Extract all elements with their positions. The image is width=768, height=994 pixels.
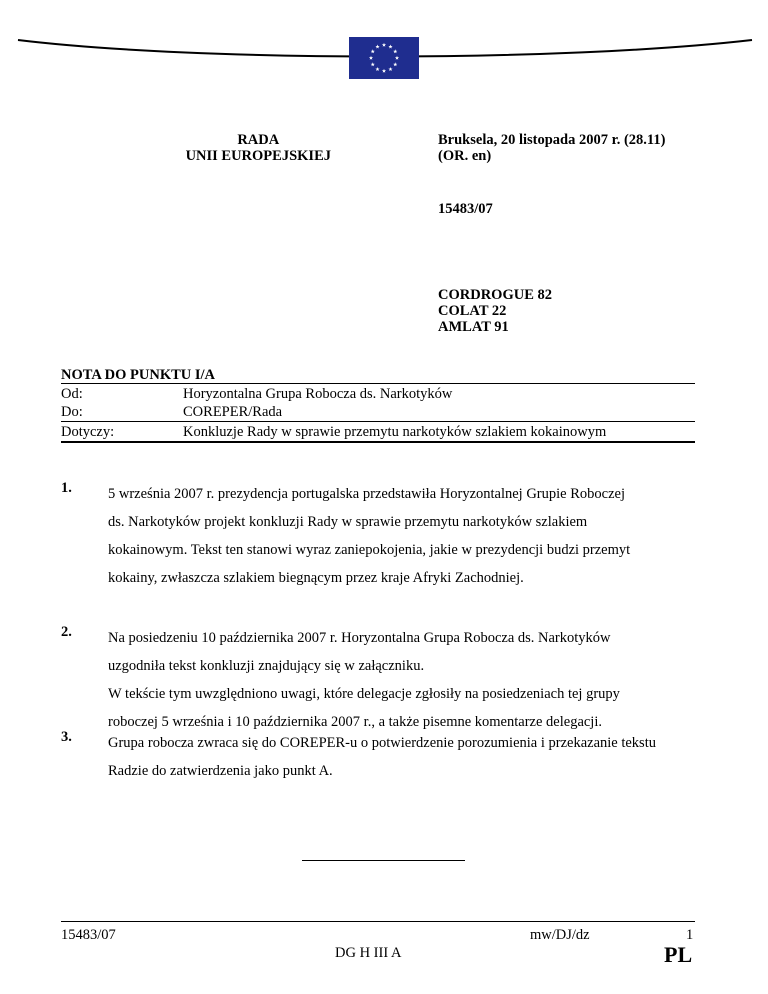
text-line: 5 września 2007 r. prezydencja portugalska przedstawiła Horyzontalnej Grupie Roboczej — [108, 486, 625, 502]
paragraph-number: 2. — [61, 624, 72, 640]
footer-language-code: PL — [664, 942, 693, 967]
footer-document-number: 15483/07 — [61, 927, 116, 943]
text-line: uzgodniła tekst konkluzji znajdujący się w załączniku. — [108, 658, 425, 674]
code-cordrogue: CORDROGUE 82 — [438, 287, 552, 303]
paragraph-text — [108, 480, 708, 592]
document-number: 15483/07 — [438, 201, 493, 217]
council-line-1: RADA — [237, 132, 280, 148]
council-name — [186, 132, 331, 164]
text-line: Radzie do zatwierdzenia jako punkt A. — [108, 763, 333, 779]
paragraph-text — [108, 624, 708, 736]
place-date: Bruksela, 20 listopada 2007 r. (28.11) — [438, 132, 666, 148]
to-label: Do: — [61, 404, 83, 420]
to-value: COREPER/Rada — [183, 404, 283, 420]
text-line: ds. Narkotyków projekt konkluzji Rady w sprawie przemytu narkotyków szlakiem — [108, 514, 588, 530]
heading-rule — [61, 383, 695, 384]
text-line: kokainowym. Tekst ten stanowi wyraz zaniepokojenia, jakie w prezydencji budzi przemyt — [108, 542, 631, 558]
council-line-2: UNII EUROPEJSKIEJ — [185, 148, 331, 164]
subject-top-rule — [61, 421, 695, 422]
eu-flag-logo — [349, 37, 419, 79]
subject-value: Konkluzje Rady w sprawie przemytu narkotyków szlakiem kokainowym — [183, 424, 607, 440]
paragraph-text — [108, 729, 708, 785]
text-line: kokainy, zwłaszcza szlakiem biegnącym przez kraje Afryki Zachodniej. — [108, 570, 524, 586]
subject-label: Dotyczy: — [61, 424, 115, 440]
document-codes — [438, 287, 552, 335]
code-amlat: AMLAT 91 — [438, 319, 509, 335]
place-date-block — [438, 132, 665, 164]
paragraph-number: 3. — [61, 729, 72, 745]
paragraph-number: 1. — [61, 480, 72, 496]
footer-rule — [61, 921, 695, 922]
text-line: Na posiedzeniu 10 października 2007 r. Horyzontalna Grupa Robocza ds. Narkotyków — [108, 630, 611, 646]
footer-directorate: DG H III A — [335, 945, 402, 961]
footer-initials: mw/DJ/dz — [530, 927, 590, 943]
end-of-text-rule — [302, 860, 465, 861]
from-value: Horyzontalna Grupa Robocza ds. Narkotyków — [183, 386, 453, 402]
from-label: Od: — [61, 386, 83, 402]
text-line: Grupa robocza zwraca się do COREPER-u o potwierdzenie porozumienia i przekazanie tekstu — [108, 735, 656, 751]
text-line: roboczej 5 września i 10 października 2007 r., a także pisemne komentarze delegacji. — [108, 714, 602, 730]
original-language: (OR. en) — [438, 148, 492, 164]
note-heading: NOTA DO PUNKTU I/A — [61, 367, 216, 383]
code-colat: COLAT 22 — [438, 303, 507, 319]
text-line: W tekście tym uwzględniono uwagi, które delegacje zgłosiły na posiedzeniach tej grupy — [108, 686, 620, 702]
footer-page-number: 1 — [686, 927, 694, 943]
subject-bottom-rule — [61, 441, 695, 443]
